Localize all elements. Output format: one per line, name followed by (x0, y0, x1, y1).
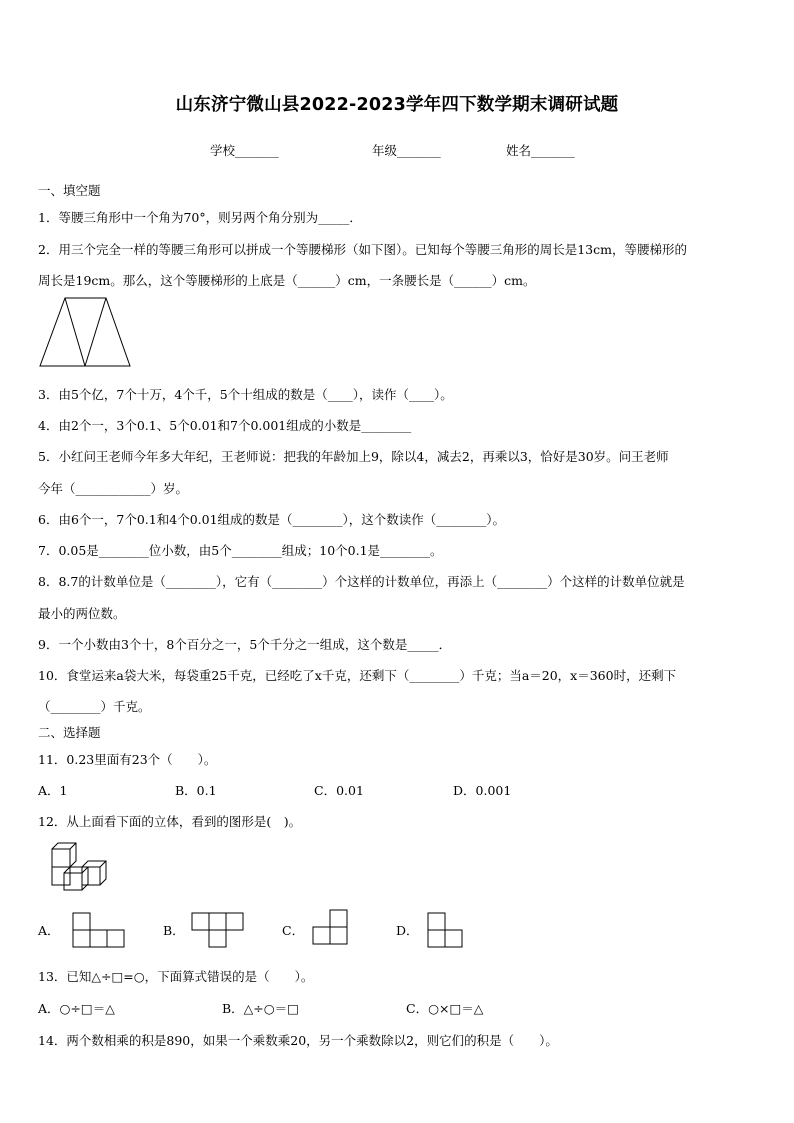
page-title: 山东济宁微山县2022-2023学年四下数学期末调研试题 (175, 95, 619, 115)
q11-option-c[interactable]: C．0.01 (314, 783, 364, 798)
question-3: 3．由5个亿，7个十万，4个千，5个十组成的数是（____），读作（____）。 (38, 387, 453, 402)
section-heading-choice: 二、选择题 (38, 725, 101, 740)
q12-option-c[interactable]: C． (282, 923, 305, 938)
question-12: 12．从上面看下面的立体，看到的图形是( )。 (38, 814, 302, 829)
grade-field: 年级_______ (372, 143, 441, 158)
question-2-line-2: 周长是19cm。那么，这个等腰梯形的上底是（______）cm，一条腰长是（______）cm。 (38, 273, 536, 288)
q13-option-c[interactable]: C．○×□＝△ (406, 1001, 484, 1016)
q12-option-b-shape (192, 913, 246, 949)
q11-option-b[interactable]: B．0.1 (175, 783, 217, 798)
school-field: 学校_______ (210, 143, 279, 158)
q12-option-a-shape (73, 913, 127, 949)
q12-option-d-shape (428, 913, 466, 949)
question-4: 4．由2个一，3个0.1、5个0.01和7个0.001组成的小数是________ (38, 418, 412, 433)
question-10-line-1: 10．食堂运来a袋大米，每袋重25千克，已经吃了x千克，还剩下（________）千克；当a＝20，x＝360时，还剩下 (38, 668, 677, 683)
question-8-line-1: 8．8.7的计数单位是（________），它有（________）个这样的计数单位，再添上（________）个这样的计数单位就是 (38, 574, 685, 589)
question-8-line-2: 最小的两位数。 (38, 606, 126, 621)
q12-option-c-shape (313, 910, 351, 948)
question-6: 6．由6个一，7个0.1和4个0.01组成的数是（________），这个数读作（________）。 (38, 512, 506, 527)
q11-option-a[interactable]: A．1 (38, 783, 68, 798)
question-11: 11．0.23里面有23个（ ）。 (38, 752, 217, 767)
question-14: 14．两个数相乘的积是890，如果一个乘数乘20，另一个乘数除以2，则它们的积是（ ）。 (38, 1033, 558, 1048)
name-field: 姓名_______ (506, 143, 575, 158)
question-10-line-2: （________）千克。 (38, 699, 151, 714)
cubes-figure (50, 842, 120, 892)
trapezoid-figure (40, 296, 132, 368)
section-heading-fill-blank: 一、填空题 (38, 183, 101, 198)
q12-option-d[interactable]: D． (396, 923, 419, 938)
question-1: 1．等腰三角形中一个角为70°，则另两个角分别为_____． (38, 210, 362, 225)
q12-option-b[interactable]: B． (163, 923, 185, 938)
q13-option-b[interactable]: B．△÷○＝□ (222, 1001, 299, 1016)
q12-option-a[interactable]: A． (38, 923, 60, 938)
question-13: 13．已知△÷□=○，下面算式错误的是（ ）。 (38, 969, 314, 984)
question-5-line-2: 今年（____________）岁。 (38, 481, 189, 496)
question-2-line-1: 2．用三个完全一样的等腰三角形可以拼成一个等腰梯形（如下图）。已知每个等腰三角形的周长是13cm，等腰梯形的 (38, 242, 687, 257)
question-7: 7．0.05是________位小数，由5个________组成；10个0.1是________。 (38, 543, 443, 558)
q11-option-d[interactable]: D．0.001 (453, 783, 512, 798)
q13-option-a[interactable]: A．○÷□＝△ (38, 1001, 115, 1016)
question-9: 9．一个小数由3个十，8个百分之一，5个千分之一组成，这个数是_____． (38, 637, 452, 652)
question-5-line-1: 5．小红问王老师今年多大年纪，王老师说：把我的年龄加上9，除以4，减去2，再乘以3，恰好是30岁。问王老师 (38, 449, 669, 464)
